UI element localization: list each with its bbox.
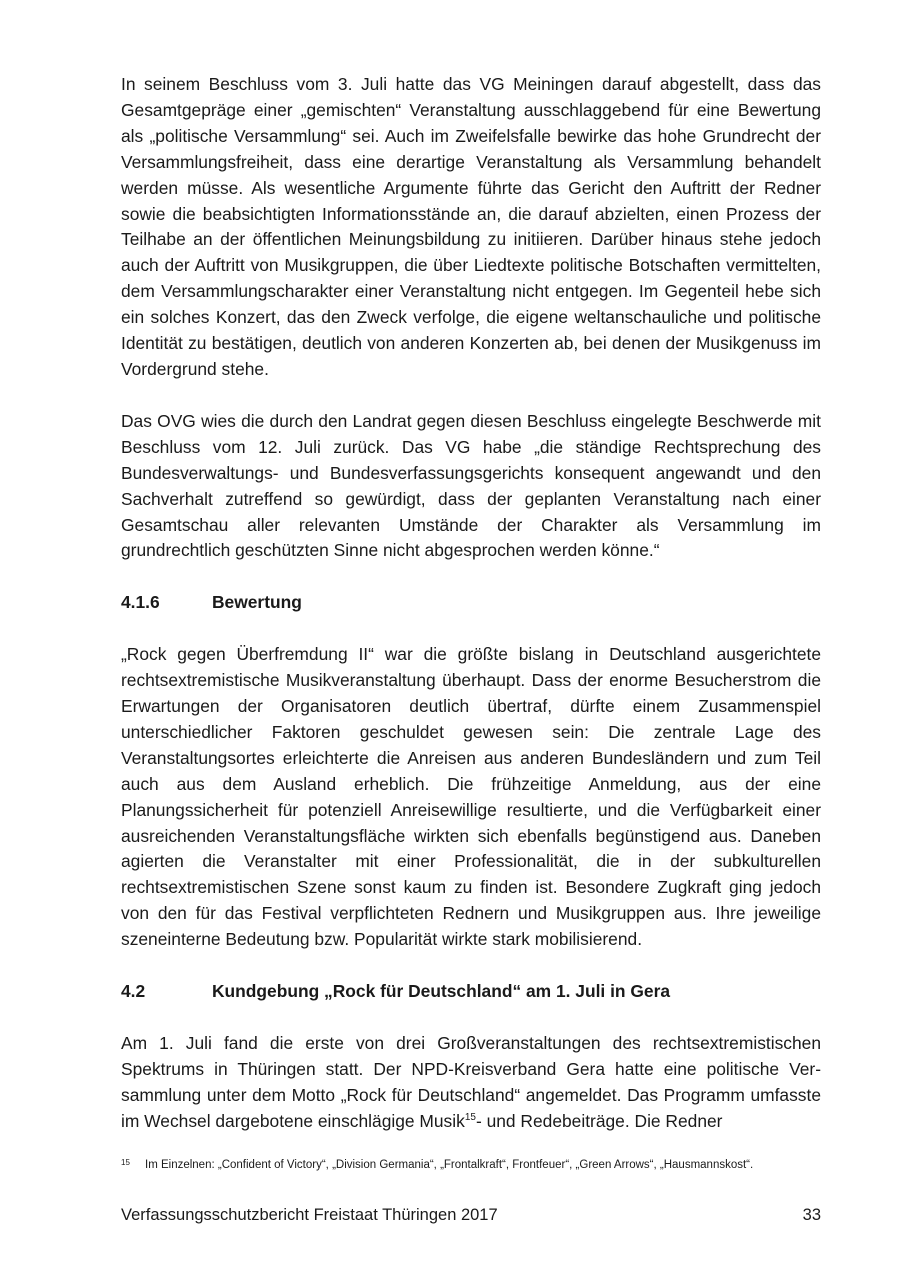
paragraph-text-continued: - und Redebeiträge. Die Redner xyxy=(475,1110,723,1131)
section-number: 4.1.6 xyxy=(121,592,160,613)
page-number: 33 xyxy=(802,1206,821,1224)
paragraph-ovg: Das OVG wies die durch den Landrat gegen diesen Beschluss eingelegte Beschwerde mit Beschluss vom 12. Juli zurück. Das VG habe „die ständige Rechtsprechung des Bundesverwaltungs- und Bundesverfassungsgerichts konsequent angewandt und den Sachverhalt zutreffend so gewürdigt, dass der geplanten Veranstaltung nach einer Gesamtschau aller relevanten Umstände der Charakter als Versammlung im grundrechtlich geschützten Sinne nicht abgesprochen werden könne.“ xyxy=(121,410,821,561)
paragraph-kundgebung-gera xyxy=(121,1031,821,1135)
footer-title: Verfassungsschutzbericht Freistaat Thüringen 2017 xyxy=(121,1206,498,1224)
section-heading-4-2 xyxy=(121,979,821,1005)
footnote-text: Im Einzelnen: „Confident of Victory“, „Division Germania“, „Frontalkraft“, Frontfeuer“, „Green Arrows“, „Hausmannskost“. xyxy=(145,1159,754,1171)
page-body xyxy=(121,72,821,1135)
paragraph-text: Am 1. Juli fand die erste von drei Großveranstaltungen des rechtsextremistischen Spektrums in Thüringen statt. Der NPD-Kreisverband Gera hatte eine politische Versammlung unter dem Motto „Rock für Deutschland“ angemeldet. Das Programm umfasste im Wechsel dargebotene einschlägige Musik xyxy=(121,1033,821,1131)
section-heading-4-1-6 xyxy=(121,590,821,616)
section-title: Kundgebung „Rock für Deutschland“ am 1. Juli in Gera xyxy=(212,981,671,1002)
footnote-number: 15 xyxy=(121,1158,130,1167)
page-footer xyxy=(121,1204,821,1226)
paragraph-vg-meiningen: In seinem Beschluss vom 3. Juli hatte das VG Meiningen darauf abgestellt, dass das Gesamtgepräge einer „gemischten“ Veranstaltung ausschlaggebend für eine Bewertung als „politische Versammlung“ sei. Auch im Zweifelsfalle bewirke das hohe Grundrecht der Versammlungsfreiheit, dass eine derartige Veranstaltung als Versammlung behandelt werden müsse. Als wesentliche Argumente führte das Gericht den Auftritt der Redner sowie die beabsichtigten Informationsstände an, die darauf abzielten, einen Prozess der Teilhabe an der öffentlichen Meinungsbildung zu initiieren. Darüber hinaus stehe jedoch auch der Auftritt von Musikgruppen, die über Liedtexte politische Botschaften vermittelten, dem Versammlungscharakter einer Veranstaltung nicht entgegen. Im Gegenteil hebe sich ein solches Konzert, das den Zweck verfolge, die eigene weltanschauliche und politische Identität zu bestätigen, deutlich von anderen Konzerten ab, bei denen der Musikgenuss im Vordergrund stehe. xyxy=(121,74,821,379)
section-number: 4.2 xyxy=(121,981,146,1002)
section-title: Bewertung xyxy=(212,592,302,613)
paragraph-bewertung: „Rock gegen Überfremdung II“ war die größte bislang in Deutschland ausgerichtete rechtsextremistische Musikveranstaltung überhaupt. Dass der enorme Besucherstrom die Erwartungen der Organisatoren deutlich übertraf, dürfte einem Zusammenspiel unterschiedlicher Faktoren geschuldet gewesen sein: Die zentrale Lage des Veranstaltungsortes erleichterte die Anreisen aus anderen Bundesländern und zum Teil auch aus dem Ausland erheblich. Die frühzeitige Anmeldung, aus der eine Planungssicherheit für potenziell Anreisewillige resultierte, und die Verfügbarkeit einer ausreichenden Veranstaltungsfläche wirkten sich ebenfalls begünstigend aus. Daneben agierten die Veranstalter mit einer Professionalität, die in der subkulturellen rechtsextremistischen Szene sonst kaum zu finden ist. Besondere Zugkraft ging jedoch von den für das Festival verpflichteten Rednern und Musikgruppen aus. Ihre jeweilige szeneinterne Bedeutung bzw. Popularität wirkte stark mobilisierend. xyxy=(121,644,821,950)
footnote xyxy=(121,1157,821,1173)
footnote-reference[interactable]: 15 xyxy=(464,1111,476,1123)
